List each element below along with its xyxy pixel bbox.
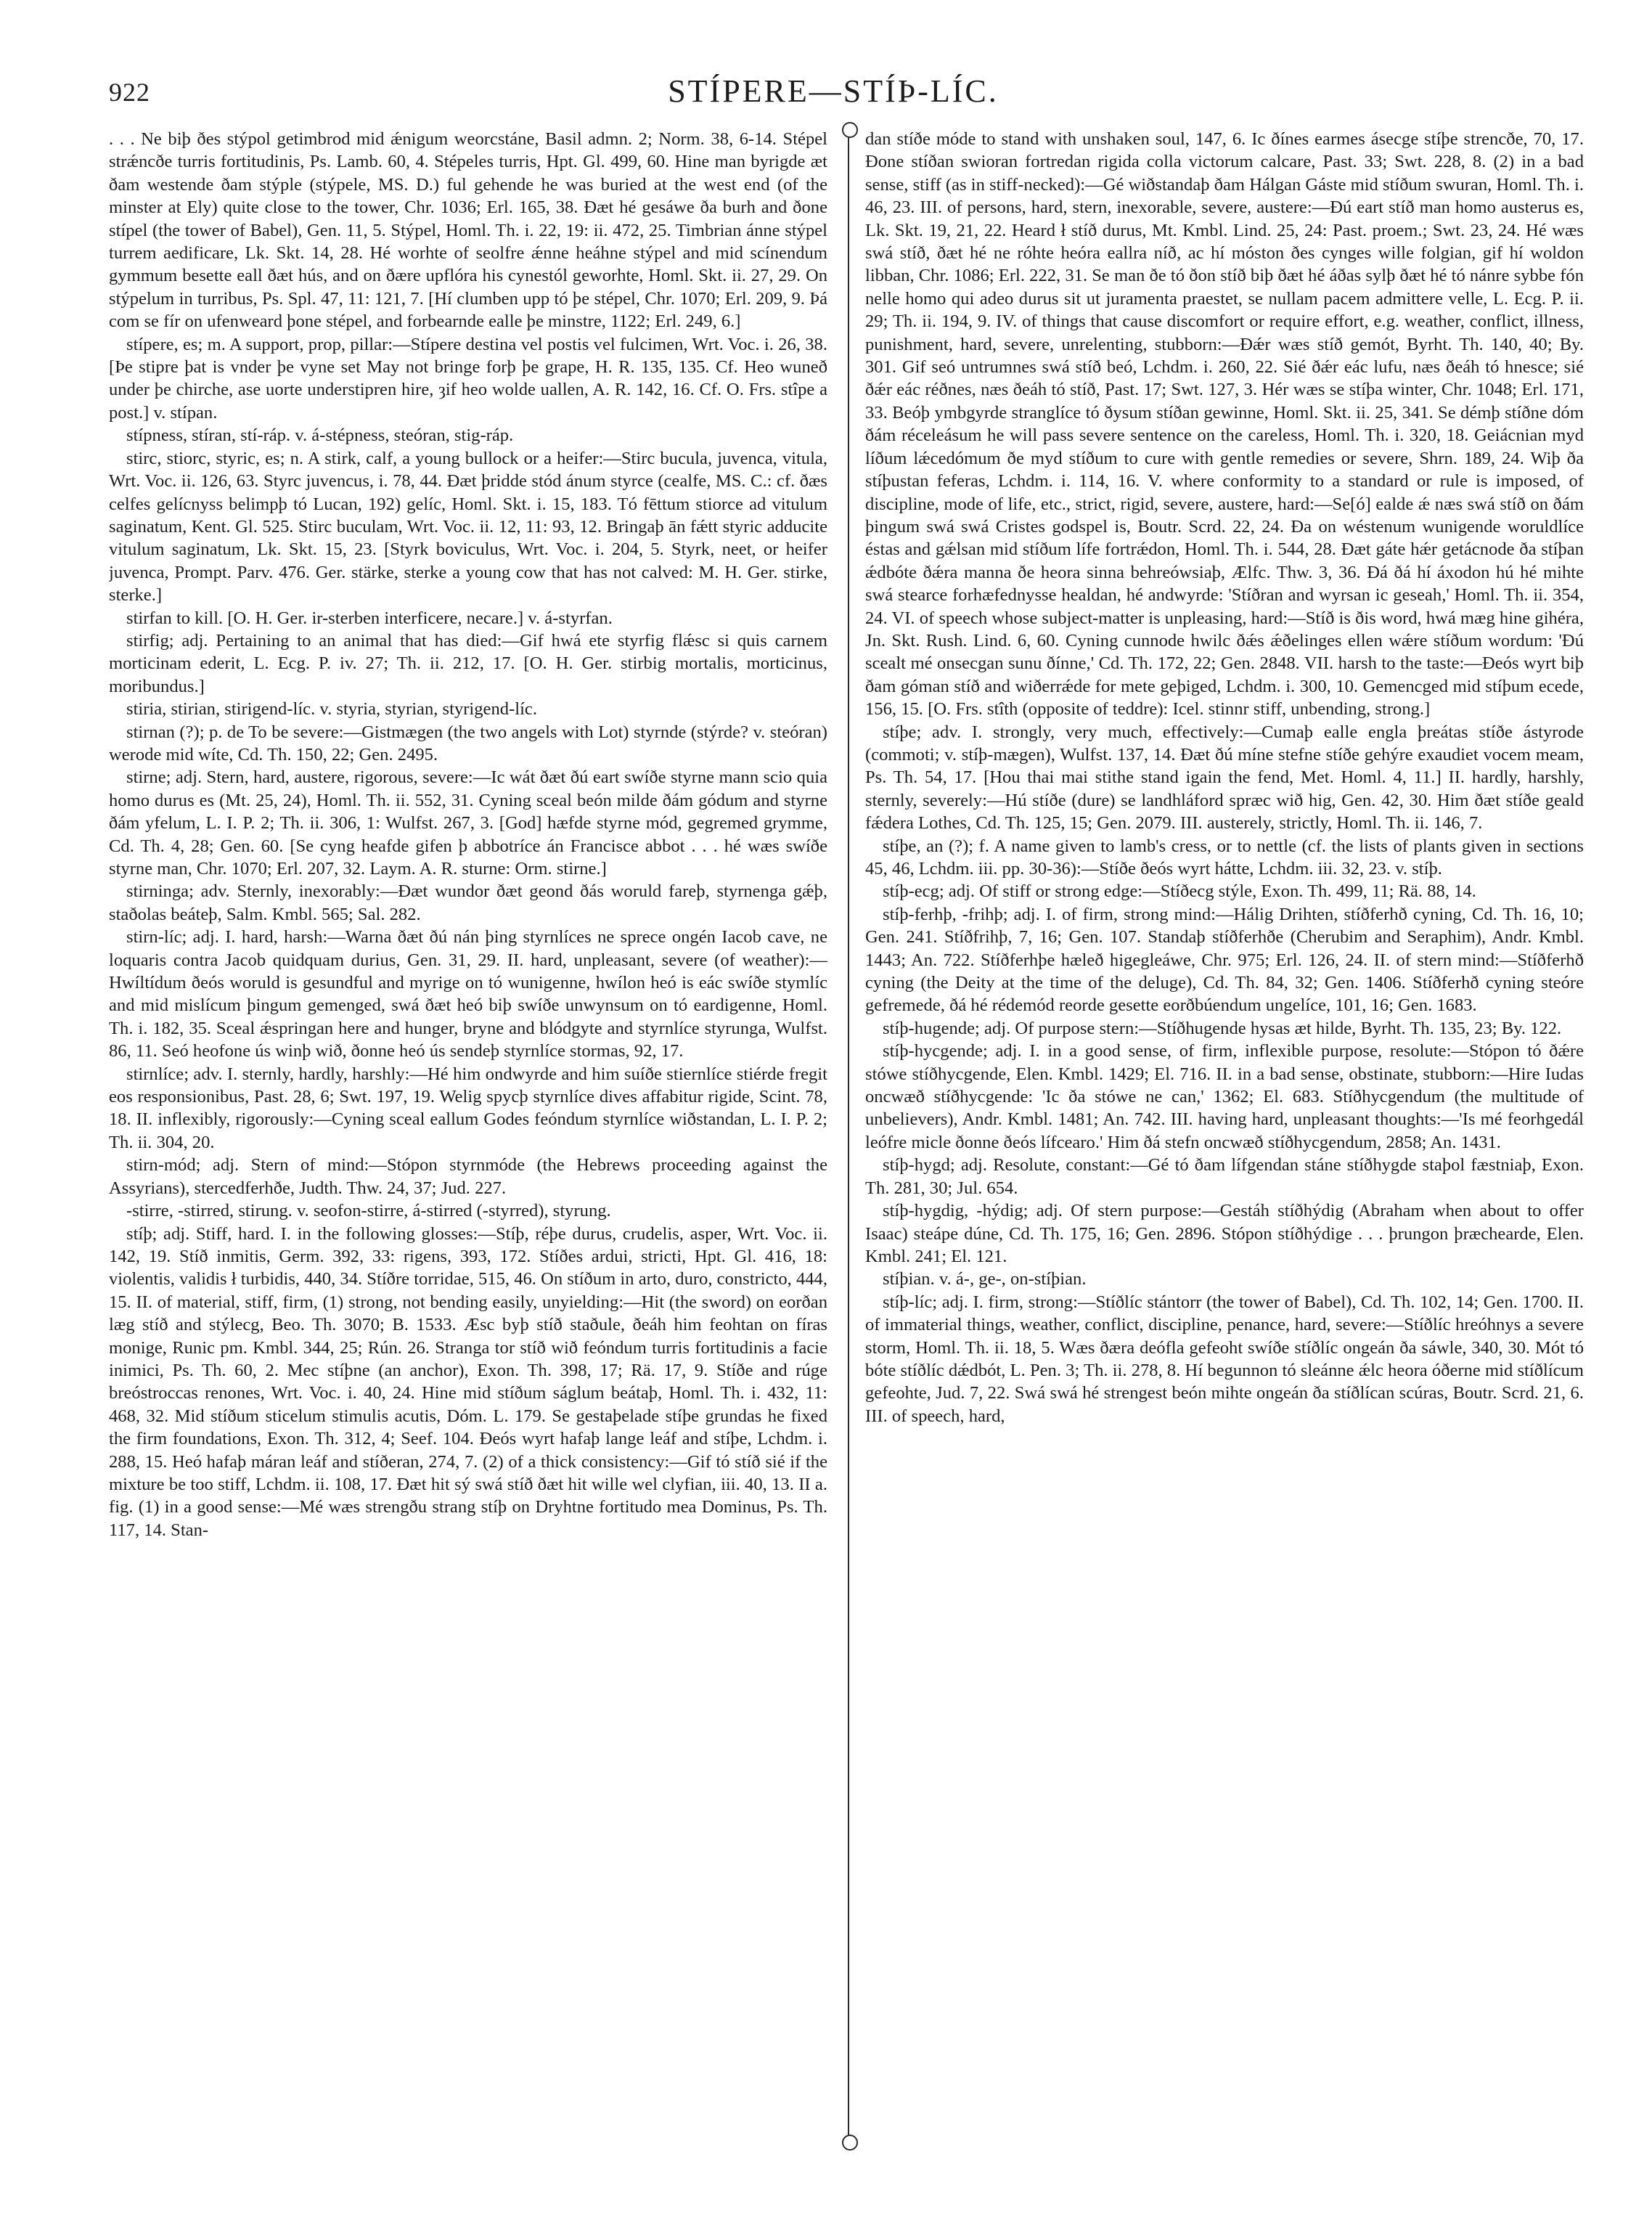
- dictionary-entry: stíþ-ferhþ, -frihþ; adj. I. of firm, strong mind:—Hálig Drihten, stíðferhð cyning, Cd. Th. 16, 10; Gen. 241. Stíðfrihþ, 7, 16; Gen. 107. Standaþ stíðferhðe (Cherubim and Seraphim), Andr. Kmbl. 1443; An. 722. Stíðferhþe hæleð higegleáwe, Chr. 975; Erl. 126, 24. II. of stern mind:—Stíðferhð cyning (the Deity at the time of the deluge), Cd. Th. 84, 32; Gen. 1406. Stíðferhð cyning steóre gefremede, ðá hé rédemód reorde gesette eorðbúendum ungelíce, 101, 16; Gen. 1683.: [865, 904, 1584, 1016]
- right-column: [865, 128, 1584, 2146]
- dictionary-entry: stíþ-ecg; adj. Of stiff or strong edge:—Stíðecg stýle, Exon. Th. 499, 11; Rä. 88, 14.: [883, 881, 1476, 902]
- divider-ornament-top: [842, 122, 858, 138]
- dictionary-entry: -stirre, -stirred, stirung. v. seofon-stirre, á-stirred (-styrred), styrung.: [126, 1201, 611, 1221]
- dictionary-entry: stirfig; adj. Pertaining to an animal that has died:—Gif hwá ete styrfig flǽsc si quis carnem morticinam ederit, L. Ecg. P. iv. 27; Th. ii. 212, 17. [O. H. Ger. stirbig mortalis, morticinus, moribundus.]: [109, 630, 827, 696]
- dictionary-entry: stirn-líc; adj. I. hard, harsh:—Warna ðæt ðú nán þing styrnlíces ne sprece ongén Iacob cave, ne loquaris contra Jacob quidquam durius, Gen. 31, 29. II. hard, unpleasant, severe (of weather):—Hwíltídum ðeós woruld is gesundful and myrige on tó wunigenne, hwílon heó is eác swíðe stymlíc and mid mislícum þingum gemenged, swá ðæt heó biþ swíðe unwynsum on tó eardigenne, Homl. Th. i. 182, 35. Sceal ǽspringan here and hunger, bryne and blódgyte and styrnlíce styrunga, Wulfst. 86, 11. Seó heofone ús winþ wið, ðonne heó ús sendeþ styrnlíce stormas, 92, 17.: [109, 927, 827, 1061]
- dictionary-entry: stirc, stiorc, styric, es; n. A stirk, calf, a young bullock or a heifer:—Stirc bucula, juvenca, vitula, Wrt. Voc. ii. 126, 63. Styrc juvencus, i. 78, 44. Ðæt þridde stód ánum styrce (cealfe, MS. C.: cf. ðæs celfes gelícnyss belimpþ tó Lucan, 192) gelíc, Homl. Skt. i. 15, 183. Tó fēttum stiorce ad vitulum saginatum, Kent. Gl. 525. Stirc buculam, Wrt. Voc. ii. 12, 11: 93, 12. Bringaþ ān fǽtt styric adducite vitulum saginatum, Lk. Skt. 15, 23. [Styrk boviculus, Wrt. Voc. i. 204, 5. Styrk, neet, or heifer juvenca, Prompt. Parv. 476. Ger. stärke, sterke a young cow that has not calved: M. H. Ger. stirke, sterke.]: [109, 448, 827, 606]
- dictionary-entry: stirne; adj. Stern, hard, austere, rigorous, severe:—Ic wát ðæt ðú eart swíðe styrne mann scio quia homo durus es (Mt. 25, 24), Homl. Th. ii. 552, 31. Cyning sceal beón milde ðám gódum and styrne ðám yfelum, L. I. P. 2; Th. ii. 306, 1: Wulfst. 267, 3. [God] hæfde styrne mód, gegremed grymme, Cd. Th. 4, 28; Gen. 60. [Se cyng heafde gifen þ abbotríce án Francisce abbot . . . hé wæs swíðe styrne man, Chr. 1070; Erl. 207, 32. Laym. A. R. sturne: Orm. stirne.]: [109, 767, 827, 879]
- dictionary-entry: stíþ; adj. Stiff, hard. I. in the following glosses:—Stíþ, réþe durus, crudelis, asper, Wrt. Voc. ii. 142, 19. Stíð inmitis, Germ. 392, 33: rigens, 393, 172. Stíðes ardui, stricti, Hpt. Gl. 416, 18: violentis, validis ł turbidis, 440, 34. Stíðre torridae, 515, 46. On stíðum in arto, duro, constricto, 444, 15. II. of material, stiff, firm, (1) strong, not bending easily, unyielding:—Hit (the sword) on eorðan læg stíð and stýlecg, Beo. Th. 3070; B. 1533. Æsc byþ stíð staðule, ðeáh him feohtan on fíras monige, Runic pm. Kmbl. 344, 25; Rún. 26. Stranga tor stíð wið feóndum turris fortitudinis a facie inimici, Ps. Th. 60, 2. Mec stíþne (an anchor), Exon. Th. 398, 17; Rä. 17, 9. Stíðe and rúge breóstroccas renones, Wrt. Voc. i. 40, 24. Hine mid stíðum ságlum beátaþ, Homl. Th. i. 432, 11: 468, 32. Mid stíðum sticelum stimulis acutis, Dóm. L. 179. Se gestaþelade stíþe grundas he fixed the firm foundations, Exon. Th. 312, 4; Seef. 104. Ðeós wyrt hafaþ lange leáf and stíþe, Lchdm. i. 288, 15. Heó hafaþ máran leáf and stíðeran, 274, 7. (2) of a thick consistency:—Gif tó stíð sié if the mixture be too stiff, Lchdm. ii. 108, 17. Ðæt hit sý swá stíð ðæt hit wille wel clyfian, iii. 40, 13. II a. fig. (1) in a good sense:—Mé wæs strengðu strang stíþ on Dryhtne fortitudo mea Dominus, Ps. Th. 117, 14. Stan-: [109, 1223, 827, 1540]
- dictionary-entry: stirninga; adv. Sternly, inexorably:—Ðæt wundor ðæt geond ðás woruld fareþ, styrnenga gǽþ, staðolas beáteþ, Salm. Kmbl. 565; Sal. 282.: [109, 881, 827, 924]
- dictionary-entry: stiria, stirian, stirigend-líc. v. styria, styrian, styrigend-líc.: [126, 699, 537, 720]
- dictionary-entry: stíþ-líc; adj. I. firm, strong:—Stíðlíc stántorr (the tower of Babel), Cd. Th. 102, 14; Gen. 1700. II. of immaterial things, weather, conflict, discipline, penance, hard, severe:—Stíðlíc hreóhnys a severe storm, Homl. Th. ii. 18, 5. Wæs ðæra deófla gefeoht swíðe stíðlíc ongeán ða sáwle, 340, 30. Mót tó bóte stíðlíc dǽdbót, L. Pen. 3; Th. ii. 278, 8. Hí begunnon tó sleánne ǽlc heora óðerne mid stíðlícum gefeohte, Jud. 7, 22. Swá swá hé strengest beón mihte ongeán ða stíðlícan scúras, Boutr. Scrd. 21, 6. III. of speech, hard,: [865, 1292, 1584, 1426]
- running-title: STÍPERE—STÍÞ-LÍC.: [668, 73, 999, 109]
- dictionary-entry: stíþe, an (?); f. A name given to lamb's cress, or to nettle (cf. the lists of plants given in sections 45, 46, Lchdm. iii. pp. 30-36):—Stíðe ðeós wyrt hátte, Lchdm. iii. 32, 23. v. stíþ.: [865, 836, 1584, 879]
- dictionary-entry: stíþe; adv. I. strongly, very much, effectively:—Cumaþ ealle engla þreátas stíðe ástyrode (commoti; v. stíþ-mægen), Wulfst. 137, 14. Ðæt ðú míne stefne stíðe gehýre exaudiet vocem meam, Ps. Th. 54, 17. [Hou thai mai stithe stand igain the fend, Met. Homl. 4, 11.] II. hardly, harshly, sternly, severely:—Hú stíðe (dure) se landhláford spræc wið hig, Gen. 42, 30. Him ðæt stíðe geald fǽdera Lothes, Cd. Th. 125, 15; Gen. 2079. III. austerely, strictly, Homl. Th. ii. 146, 7.: [865, 722, 1584, 834]
- column-divider: [848, 128, 849, 2139]
- dictionary-entry: stirnlíce; adv. I. sternly, hardly, harshly:—Hé him ondwyrde and him suíðe stiernlíce stiérde fregit eos responsionibus, Past. 28, 6; Swt. 197, 19. Welig spycþ styrnlíce dives affabitur rigide, Scint. 78, 18. II. inflexibly, rigorously:—Cyning sceal eallum Godes feóndum styrnlíce wiðstandan, L. I. P. 2; Th. ii. 304, 20.: [109, 1064, 827, 1152]
- dictionary-entry: stípness, stíran, stí-ráp. v. á-stépness, steóran, stig-ráp.: [126, 425, 514, 446]
- dictionary-entry: stirn-mód; adj. Stern of mind:—Stópon styrnmóde (the Hebrews proceeding against the Assyrians), stercedferhðe, Judth. Thw. 24, 37; Jud. 227.: [109, 1155, 827, 1198]
- dictionary-entry: . . . Ne biþ ðes stýpol getimbrod mid ǽnigum weorcstáne, Basil admn. 2; Norm. 38, 6-14. Stépel strǽncðe turris fortitudinis, Ps. Lamb. 60, 4. Stépeles turris, Hpt. Gl. 499, 60. Hine man byrigde æt ðam westende ðam stýple (stýpele, MS. D.) ful gehende he was buried at the west end (of the minster at Ely) quite close to the tower, Chr. 1036; Erl. 165, 38. Ðæt hé gesáwe ða burh and ðone stípel (the tower of Babel), Gen. 11, 5. Stýpel, Homl. Th. i. 22, 19: ii. 472, 25. Timbrian ánne stýpel turrem aedificare, Lk. Skt. 14, 28. Hé worhte of seolfre ǽnne heáhne stýpel and mid scínendum gymmum besette eall ðæt hús, and on ðære upflóra his cynestól geworhte, Homl. Skt. ii. 27, 29. On stýpelum in turribus, Ps. Spl. 47, 11: 121, 7. [Hí clumben upp tó þe stépel, Chr. 1070; Erl. 209, 9. Þá com se fír on ufenweard þone stépel, and forbearnde ealle þe minstre, 1122; Erl. 249, 6.]: [109, 129, 827, 332]
- dictionary-entry: stíþ-hycgende; adj. I. in a good sense, of firm, inflexible purpose, resolute:—Stópon tó ðǽre stówe stíðhycgende, Elen. Kmbl. 1429; El. 716. II. in a bad sense, obstinate, stubborn:—Hire Iudas oncwæð stíðhycgende: 'Ic ða stówe ne can,' 1362; El. 683. Stíðhycgendum (the multitude of unbelievers), Andr. Kmbl. 1481; An. 742. III. having hard, unpleasant thoughts:—'Is mé feorhgedál leófre micle ðonne ðeós lífcearo.' Him ðá stefn oncwæð stíðhycgendum, 2858; An. 1431.: [865, 1041, 1584, 1152]
- dictionary-entry: stíþ-hugende; adj. Of purpose stern:—Stíðhugende hysas æt hilde, Byrht. Th. 135, 23; By. 122.: [883, 1018, 1562, 1038]
- page-number: 922: [109, 78, 150, 107]
- left-column: [109, 128, 827, 2146]
- dictionary-entry: stípere, es; m. A support, prop, pillar:—Stípere destina vel postis vel fulcimen, Wrt. Voc. i. 26, 38. [Þe stipre þat is vnder þe vyne set May not bringe forþ þe grape, H. R. 135, 135. Cf. Heo wuneð under þe chirche, ase uorte understipren hire, ȝif heo wolde uallen, A. R. 142, 16. Cf. O. Frs. stîpe a post.] v. stípan.: [109, 334, 827, 423]
- dictionary-entry: stirfan to kill. [O. H. Ger. ir-sterben interficere, necare.] v. á-styrfan.: [126, 608, 613, 628]
- divider-ornament-bottom: [842, 2135, 858, 2151]
- dictionary-entry: stíþian. v. á-, ge-, on-stíþian.: [883, 1269, 1087, 1289]
- dictionary-entry: stíþ-hygd; adj. Resolute, constant:—Gé tó ðam lífgendan stáne stíðhygde staþol fæstniaþ, Exon. Th. 281, 30; Jul. 654.: [865, 1155, 1584, 1198]
- page-header: [109, 73, 1558, 116]
- dictionary-entry: dan stíðe móde to stand with unshaken soul, 147, 6. Ic ðínes earmes ásecge stíþe strencðe, 70, 17. Ðone stíðan swioran fortredan rigida colla victorum calcare, Past. 33; Swt. 228, 8. (2) in a bad sense, stiff (as in stiff-necked):—Gé wiðstandaþ ðam Hálgan Gáste mid stíðum swuran, Homl. Th. i. 46, 23. III. of persons, hard, stern, inexorable, severe, austere:—Ðú eart stíð man homo austerus es, Lk. Skt. 19, 21, 22. Heard ł stíð durus, Mt. Kmbl. Lind. 25, 24: Past. proem.; Swt. 23, 24. Hé wæs swá stíð, ðæt hé ne róhte heóra eallra níð, ac hí móston ðes cynges wille folgian, gif hí woldon libban, Chr. 1086; Erl. 222, 31. Se man ðe tó ðon stíð biþ ðæt hé áðas sylþ ðæt hé tó nánre sybbe fón nelle homo qui adeo durus sit ut juramenta praestet, se nullam pacem admittere velle, L. Ecg. P. ii. 29; Th. ii. 194, 9. IV. of things that cause discomfort or require effort, e.g. weather, conflict, illness, punishment, hard, severe, unrelenting, stubborn:—Ðǽr wæs stíð gemót, Byrht. Th. 140, 40; By. 301. Gif seó untrumnes swá stíð beó, Lchdm. i. 260, 22. Sié ðǽr eác lufu, næs ðeáh tó hnesce; sié ðǽr eác réðnes, næs ðeáh tó stíð, Past. 17; Swt. 127, 3. Hér wæs se stíþa winter, Chr. 1048; Erl. 171, 33. Beóþ ymbgyrde stranglíce tó ðysum stíðan gewinne, Homl. Skt. ii. 25, 341. Se démþ stíðne dóm ðám réceleásum he will pass severe sentence on the careless, Homl. Th. i. 320, 18. Geiácnian myd líðum lǽcedómum ðe myd stíðum to cure with gentle remedies or severe, Shrn. 189, 24. Wiþ ða stíþustan feferas, Lchdm. i. 114, 16. V. where conformity to a standard or rule is imposed, of discipline, mode of life, etc., strict, rigid, severe, austere, hard:—Se[ó] ealde ǽ næs swá stíð on ðám þingum swá swá Cristes godspel is, Boutr. Scrd. 22, 24. Ða on wéstenum wunigende woruldlíce éstas and gǽlsan mid stíðum lífe fortrǽdon, Homl. Th. i. 544, 28. Ðæt gáte hǽr getácnode ða stíþan ǽdbóte ðǽra manna ðe heora sinna behreówsiaþ, Ælfc. Thw. 3, 36. Ðá ðá hí áxodon hú hé mihte swá stearce forhæfednysse healdan, hé andwyrde: 'Stíðran and wyrsan ic geseah,' Homl. Th. ii. 354, 24. VI. of speech whose subject-matter is unpleasing, hard:—Stíð is ðis word, hwá mæg hine gihéra, Jn. Skt. Rush. Lind. 6, 60. Cyning cunnode hwilc ðǽs ǽðelinges ellen wǽre stíðum wordum: 'Ðú scealt mé onsecgan sunu ðínne,' Cd. Th. 172, 22; Gen. 2848. VII. harsh to the taste:—Ðeós wyrt biþ ðam góman stíð and wiðerrǽde for mete geþiged, Lchdm. i. 300, 10. Gemencged mid stíþum ecede, 156, 15. [O. Frs. stîth (opposite of teddre): Icel. stinnr stiff, unbending, strong.]: [865, 129, 1584, 720]
- dictionary-entry: stirnan (?); p. de To be severe:—Gistmægen (the two angels with Lot) styrnde (stýrde? v. steóran) werode mid wíte, Cd. Th. 150, 22; Gen. 2495.: [109, 722, 827, 765]
- dictionary-entry: stíþ-hygdig, -hýdig; adj. Of stern purpose:—Gestáh stíðhýdig (Abraham when about to offer Isaac) steápe dúne, Cd. Th. 175, 16; Gen. 2896. Stópon stíðhýdige . . . þrungon þræchearde, Elen. Kmbl. 241; El. 121.: [865, 1201, 1584, 1266]
